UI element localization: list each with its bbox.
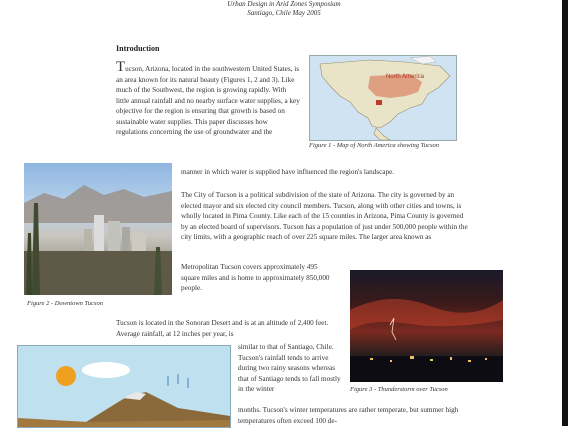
tucson-marker (376, 100, 382, 105)
sun-shape (56, 366, 76, 386)
downtown-tucson-photo (24, 163, 172, 295)
drop-cap: T (116, 59, 126, 75)
symposium-title: Urban Design in Arid Zones Symposium (227, 0, 341, 8)
climate-paragraph-end: months. Tucson's winter temperatures are rather temperate, but summer high temperatures often exceed 100 de- (238, 406, 459, 425)
water-cycle-graphic (18, 346, 230, 427)
page-edge (562, 0, 568, 426)
cloud-shape (82, 362, 130, 378)
climate-paragraph-cont: similar to that of Santiago, Chile. Tucson's rainfall tends to arrive during two rainy seasons whereas that of Santiago tends to fall mostly in the winter (238, 343, 341, 393)
water-cycle-diagram (17, 345, 231, 428)
figure-3-caption: Figure 3 - Thunderstorm over Tucson (350, 386, 448, 393)
city-paragraph-cont: Metropolitan Tucson covers approximately 495 square miles and is home to approximately 850,000 people. (181, 263, 330, 292)
intro-paragraph-1 (116, 59, 300, 138)
city-paragraph: The City of Tucson is a political subdivision of the state of Arizona. The city is governed by an elected mayor and six elected city council members. Tucson, along with other cities and towns, is wholly located in Pima County. Like each of the 15 counties in Arizona, Pima County is governed by an elected board of supervisors. Tucson has a population of just under 500,000 people within the city limits, with a geographic reach of over 225 square miles. The larger area known as (181, 191, 468, 241)
climate-paragraph: Tucson is located in the Sonoran Desert and is at an altitude of 2,400 feet. Average rainfall, at 12 inches per year, is (116, 319, 329, 338)
thunderstorm-photo (350, 270, 503, 382)
map-graphic (310, 56, 456, 140)
downtown-graphic (24, 163, 172, 295)
figure-1-caption: Figure 1 - Map of North America showing Tucson (309, 142, 439, 149)
section-heading: Introduction (116, 44, 160, 53)
north-america-map-image (309, 55, 457, 141)
thunderstorm-graphic (350, 270, 503, 382)
figure-2-caption: Figure 2 - Downtown Tucson (27, 300, 103, 307)
symposium-location: Santiago, Chile May 2005 (247, 9, 321, 17)
intro-paragraph-1-text: ucson, Arizona, located in the southwestern United States, is an area known for its natural beauty (Figures 1, 2 and 3). Like much of the Southwest, the region is growing rapidly. With little annual rainfall and no nearby surface water supplies, a key objective for the region is ensuring that growth is based on sustainable water supplies. This paper discusses how regulations concerning the use of groundwater and the (116, 65, 300, 136)
map-label: North America (386, 74, 425, 80)
intro-paragraph-1-cont: manner in which water is supplied have influenced the region's landscape. (181, 168, 395, 176)
